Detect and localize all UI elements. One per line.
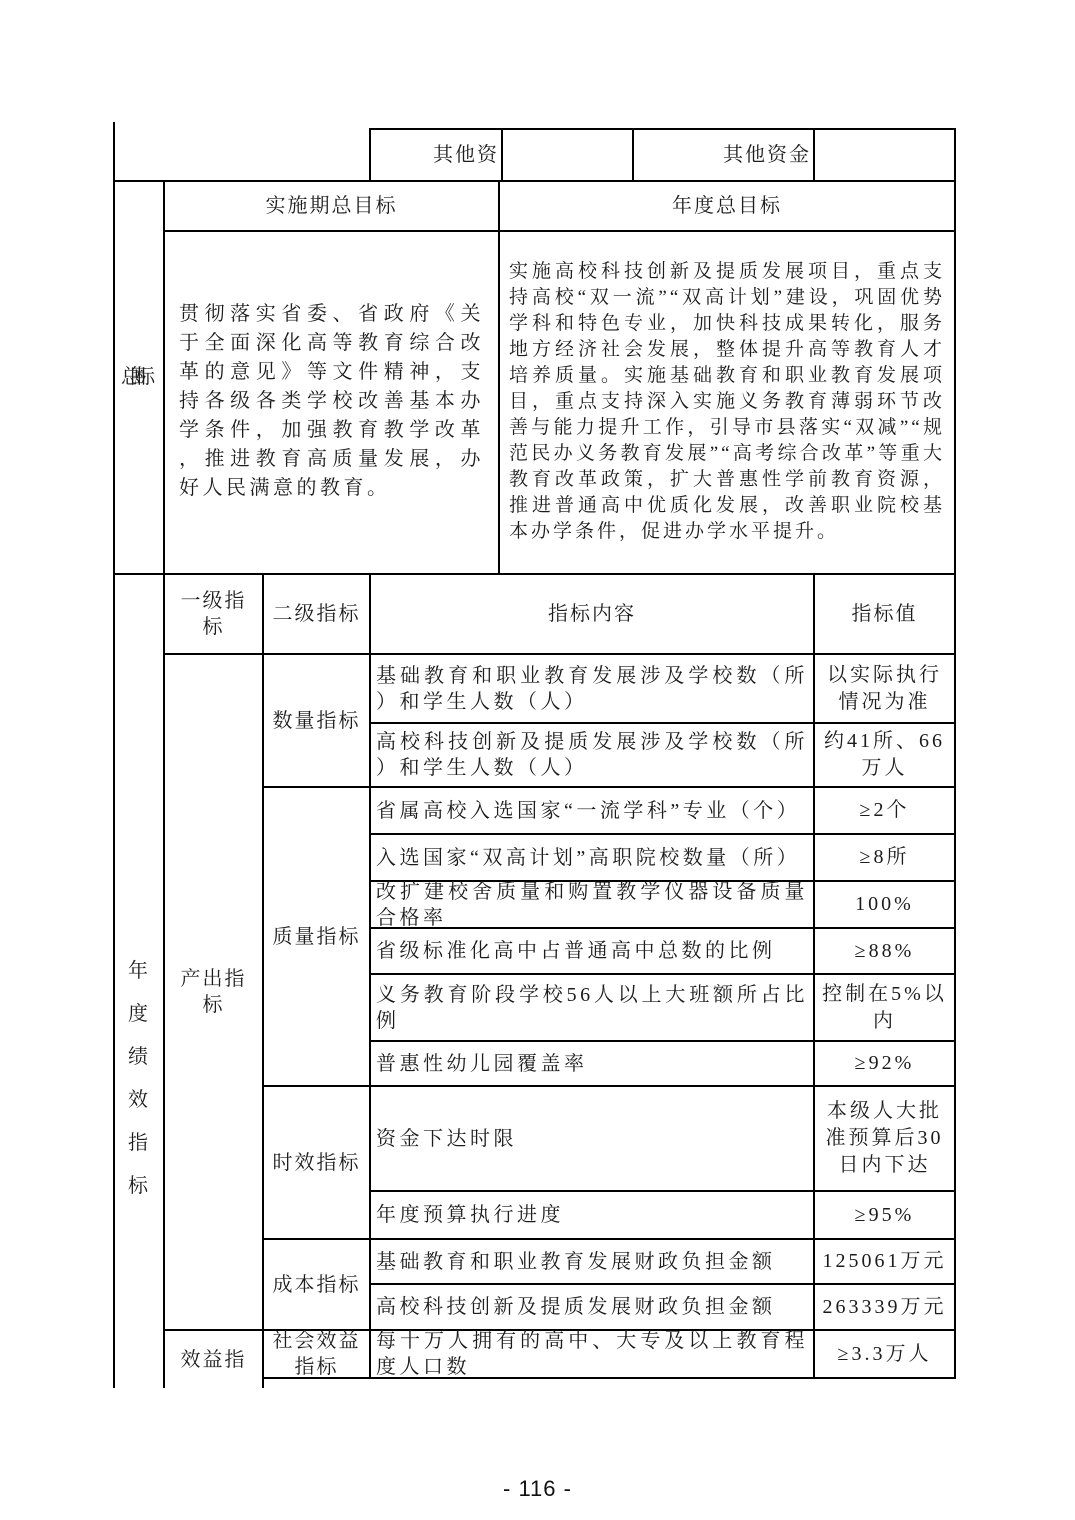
indicator-value: 约41所、66万人	[824, 730, 945, 779]
indicator-value: 以实际执行情况为准	[827, 663, 942, 713]
indicator-content: 入选国家“双高计划”高职院校数量（所）	[376, 846, 801, 869]
other-funds-value-2	[815, 130, 952, 180]
grid-line	[954, 128, 956, 1379]
level2-group-social-benefit: 社会效益指标	[272, 1330, 361, 1378]
indicator-content: 基础教育和职业教育发展涉及学校数（所）和学生人数（人）	[376, 664, 808, 713]
header-level2-indicator: 二级指标	[272, 603, 361, 625]
indicator-content: 省级标准化高中占普通高中总数的比例	[376, 940, 776, 962]
indicator-value: 本级人大批准预算后30日内下达	[825, 1100, 944, 1176]
indicator-content: 年度预算执行进度	[376, 1204, 564, 1226]
other-funds-label-text: 其他资金	[723, 144, 811, 166]
indicator-content: 高校科技创新及提质发展财政负担金额	[376, 1296, 776, 1318]
indicator-content: 义务教育阶段学校56人以上大班额所占比例	[376, 983, 808, 1032]
indicator-value: ≥2个	[859, 799, 910, 821]
level1-group-output: 产出指标	[180, 968, 247, 1016]
indicator-content: 资金下达时限	[376, 1127, 517, 1150]
overall-goal-row-label: 总目标	[121, 365, 142, 388]
indicator-value: ≥8所	[859, 846, 910, 868]
header-indicator-content: 指标内容	[548, 603, 636, 625]
indicator-value: 100%	[855, 893, 914, 915]
indicator-value: 控制在5%以内	[822, 982, 947, 1032]
page-number: - 116 -	[503, 1476, 572, 1501]
level1-group-benefit: 效益指	[180, 1348, 247, 1371]
other-funds-value-1	[503, 130, 630, 180]
indicator-value: ≥3.3万人	[837, 1342, 932, 1365]
indicator-content: 省属高校入选国家“一流学科”专业（个）	[376, 799, 801, 822]
level2-group-quality: 质量指标	[272, 925, 361, 948]
other-funds-label-clipped	[371, 130, 502, 180]
indicator-value: ≥92%	[854, 1052, 915, 1074]
implementation-period-goal-header: 实施期总目标	[265, 195, 398, 217]
header-level1-indicator: 一级指标	[180, 590, 247, 638]
indicator-content: 基础教育和职业教育发展财政负担金额	[376, 1250, 776, 1273]
level2-group-timeliness: 时效指标	[272, 1151, 361, 1174]
indicator-content: 高校科技创新及提质发展涉及学校数（所）和学生人数（人）	[376, 731, 808, 779]
indicator-value: 125061万元	[822, 1250, 947, 1272]
level2-group-cost: 成本指标	[272, 1273, 361, 1296]
other-funds-label	[634, 130, 825, 180]
indicator-value: ≥88%	[854, 939, 915, 962]
indicator-content: 改扩建校舍质量和购置教学仪器设备质量合格率	[376, 880, 808, 929]
indicator-value: ≥95%	[854, 1203, 915, 1226]
implementation-period-goal-text: 贯彻落实省委、省政府《关于全面深化高等教育综合改革的意见》等文件精神，支持各级各类学校改善基本办学条件，加强教育教学改革，推进教育高质量发展，办好人民满意的教育。	[179, 303, 484, 499]
level2-group-quantity: 数量指标	[272, 709, 361, 732]
indicator-content: 普惠性幼儿园覆盖率	[376, 1052, 588, 1075]
annual-performance-indicators-label: 年度绩效指标	[128, 960, 148, 1197]
header-indicator-value: 指标值	[851, 603, 918, 625]
other-funds-label-clipped-text: 其他资	[433, 144, 499, 166]
indicator-content: 每十万人拥有的高中、大专及以上教育程度人口数	[376, 1330, 808, 1378]
indicator-value: 263339万元	[822, 1295, 947, 1318]
annual-goal-text: 实施高校科技创新及提质发展项目，重点支持高校“双一流”“双高计划”建设，巩固优势学科和特色专业，加快科技成果转化，服务地方经济社会发展，整体提升高等教育人才培养质量。实施基础教育和职业教育发展项目，重点支持深入实施义务教育薄弱环节改善与能力提升工作，引导市县落实“双减”“规范民办义务教育发展”“高考综合改革”等重大教育改革政策，扩大普惠性学前教育资源，推进普通高中优质化发展，改善职业院校基本办学条件，促进办学水平提升。	[509, 260, 945, 542]
annual-goal-header: 年度总目标	[672, 195, 782, 217]
